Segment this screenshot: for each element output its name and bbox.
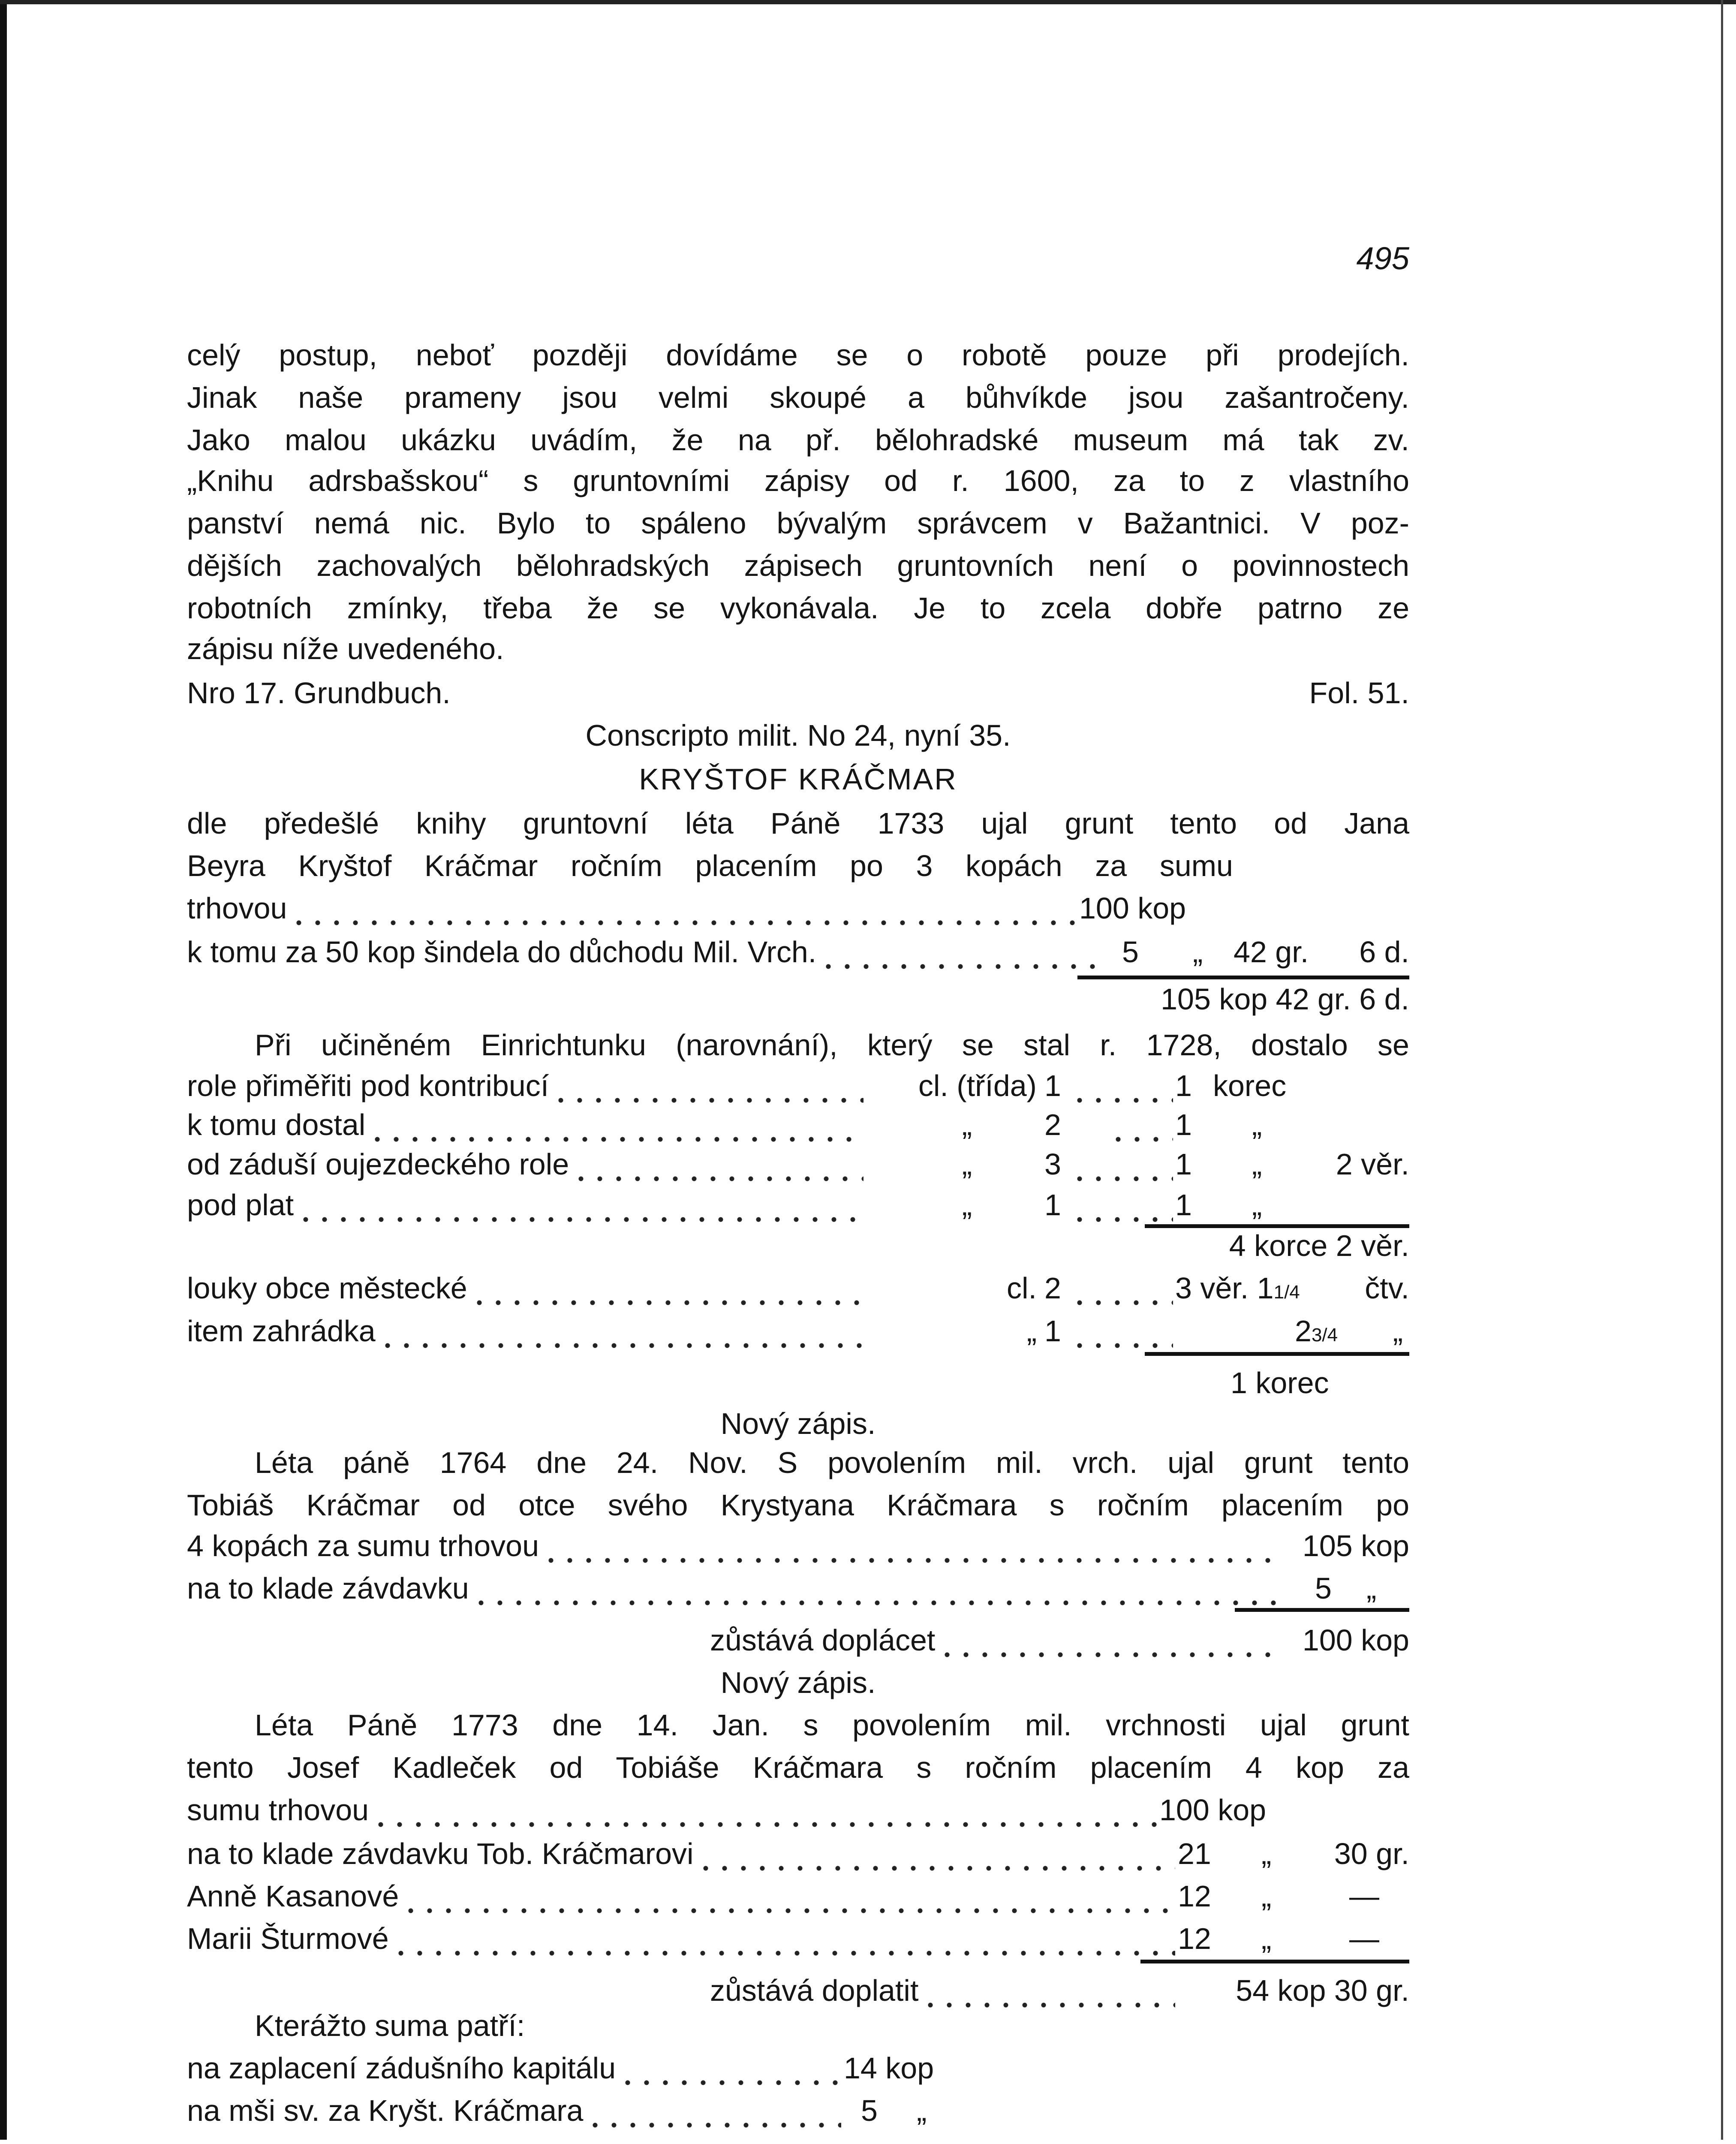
folio-number: Fol. 51. [1309, 676, 1409, 710]
class-label: cl. [1007, 1271, 1037, 1305]
class-number: 1 [1044, 1069, 1061, 1102]
row-values [866, 1183, 1409, 1226]
row-values [866, 1310, 1409, 1352]
class-number: 3 [1044, 1147, 1061, 1181]
row-label: na zaplacení zádušního kapitálu [187, 2051, 616, 2085]
dot-leader [1109, 1103, 1173, 1146]
row-values [844, 2047, 959, 2090]
ledger-row [187, 1832, 1409, 1875]
sum-total: 105 kop 42 gr. 6 d. [1161, 982, 1409, 1016]
paragraph-line: zápisu níže uvedeného. [187, 632, 504, 665]
sum-rule [1140, 1960, 1409, 1963]
ledger-row [187, 930, 1409, 973]
ledger-row [187, 887, 1409, 930]
ditto-mark: „ [962, 1108, 972, 1141]
ditto-mark: „ [1193, 935, 1203, 969]
paragraph-line: Jinak naše prameny jsou velmi skoupé a bůhvíkde jsou zašantročeny. [187, 381, 1409, 414]
total: 1 korec [1231, 1366, 1329, 1400]
owner-name-heading: KRYŠTOF KRÁČMAR [639, 762, 957, 796]
land-row [187, 1064, 1409, 1107]
row-values [1178, 1875, 1409, 1918]
amount: 100 kop [1159, 1793, 1267, 1827]
scan-border-right [1721, 0, 1723, 2140]
dot-leader [586, 2089, 841, 2132]
dot-leader [1070, 1310, 1173, 1352]
paragraph-line: celý postup, neboť později dovídáme se o robotě pouze při prodejích. [187, 338, 1409, 372]
dot-leader [572, 1143, 863, 1186]
section-heading: Nový zápis. [720, 1407, 876, 1440]
row-label: trhovou [187, 891, 287, 925]
amount: 14 kop [844, 2051, 934, 2085]
ditto-mark: „ [917, 2094, 927, 2127]
land-row [187, 1103, 1409, 1146]
row-label: na to klade závdavku [187, 1572, 469, 1605]
ditto-mark: „ [1261, 1837, 1272, 1870]
dash: — [1349, 1879, 1379, 1913]
ditto-mark: „ [1252, 1108, 1262, 1141]
row-label: zůstává doplácet [710, 1623, 936, 1657]
dot-leader [391, 1917, 1175, 1960]
quantity [1295, 1310, 1338, 1357]
extra-quantity: 2 věr. [1336, 1147, 1409, 1181]
amount-kop: 12 [1178, 1922, 1211, 1955]
ditto-mark: „ [1026, 1314, 1037, 1348]
row-label: sumu trhovou [187, 1793, 369, 1827]
row-values [1281, 1619, 1409, 1662]
ditto-mark: „ [1393, 1314, 1403, 1348]
entry-line: Při učiněném Einrichtunku (narovnání), který se stal r. 1728, dostalo se [255, 1028, 1409, 1062]
row-values [866, 1267, 1409, 1310]
row-label: 4 kopách za sumu trhovou [187, 1529, 539, 1563]
dot-leader [696, 1832, 1175, 1875]
row-label: na to klade závdavku Tob. Kráčmarovi [187, 1837, 694, 1870]
dot-leader [1070, 1064, 1173, 1107]
amount: 54 kop 30 gr. [1236, 1974, 1409, 2007]
dot-leader [1070, 1143, 1173, 1186]
dot-leader [1070, 1267, 1173, 1310]
record-header [187, 672, 1409, 714]
dot-leader [1070, 1183, 1173, 1226]
row-values [866, 1143, 1409, 1186]
ditto-mark: „ [962, 1147, 972, 1181]
entry-line: dle předešlé knihy gruntovní léta Páně 1733 ujal grunt tento od Jana [187, 807, 1409, 840]
row-values [866, 1064, 1409, 1107]
page-number: 495 [1356, 241, 1409, 276]
ledger-row [187, 1875, 1409, 1918]
ledger-row [187, 1567, 1409, 1610]
dot-leader [551, 1064, 863, 1107]
paragraph-line: „Knihu adrsbašskou“ s gruntovními zápisy od r. 1600, za to z vlastního [187, 464, 1409, 497]
entry-line: Beyra Kryštof Kráčmar ročním placením po 3 kopách za sumu [187, 849, 1233, 882]
dot-leader [289, 887, 1077, 930]
amount: 5 [1315, 1572, 1332, 1605]
ledger-row [187, 1789, 1409, 1831]
row-values [866, 1103, 1409, 1146]
quantity-fraction: 1/4 [1273, 1282, 1300, 1303]
amount-kop: 12 [1178, 1879, 1211, 1913]
class-number: 2 [1044, 1271, 1061, 1305]
unit: korec [1213, 1069, 1287, 1102]
ditto-mark: „ [1261, 1879, 1272, 1913]
dot-leader [296, 1183, 863, 1226]
row-label: item zahrádka [187, 1314, 376, 1348]
dot-leader [938, 1619, 1278, 1662]
class-number: 1 [1044, 1314, 1061, 1348]
paragraph-line: dějších zachovalých bělohradských zápisech gruntovních není o povinnostech [187, 549, 1409, 582]
amount: 100 kop [1302, 1623, 1409, 1657]
row-values [1101, 930, 1409, 973]
row-label: role přiměřiti pod kontribucí [187, 1069, 549, 1102]
dot-leader [378, 1310, 863, 1352]
row-values [1178, 1917, 1409, 1960]
ledger-row [187, 1524, 1409, 1567]
dot-leader [401, 1875, 1175, 1918]
ledger-row [710, 1619, 1409, 1662]
dot-leader [542, 1524, 1278, 1567]
ditto-mark: „ [1366, 1572, 1377, 1605]
quantity: 1 [1175, 1069, 1192, 1102]
unit: čtv. [1365, 1271, 1409, 1305]
dot-leader [371, 1789, 1157, 1831]
row-label: Anně Kasanové [187, 1879, 399, 1913]
amount-kop: 21 [1178, 1837, 1211, 1870]
row-label: na mši sv. za Kryšt. Kráčmara [187, 2094, 584, 2127]
amount: 105 kop [1302, 1529, 1409, 1563]
dot-leader [819, 930, 1098, 973]
land-row [187, 1310, 1409, 1352]
ledger-row [187, 2089, 959, 2132]
class-number: 2 [1044, 1108, 1061, 1141]
amount-d: 6 d. [1359, 935, 1409, 969]
entry-line: Léta Páně 1773 dne 14. Jan. s povolením mil. vrchnosti ujal grunt [255, 1708, 1409, 1742]
quantity: 1 [1175, 1188, 1192, 1222]
amount-gr: 30 gr. [1334, 1837, 1409, 1870]
ledger-row [187, 2047, 959, 2090]
entry-line: Kterážto suma patří: [255, 2009, 525, 2042]
ledger-row [187, 1917, 1409, 1960]
quantity: 1 [1175, 1108, 1192, 1141]
row-label: od záduší oujezdeckého role [187, 1147, 569, 1181]
row-label: Marii Šturmové [187, 1922, 389, 1955]
paragraph-line: panství nemá nic. Bylo to spáleno bývalým správcem v Bažantnici. V poz- [187, 506, 1409, 540]
row-label: zůstává doplatit [710, 1974, 919, 2007]
paragraph-line: Jako malou ukázku uvádím, že na př. bělohradské museum má tak zv. [187, 423, 1409, 457]
row-label: pod plat [187, 1188, 294, 1222]
entry-line: Tobiáš Kráčmar od otce svého Krystyana Kráčmara s ročním placením po [187, 1488, 1409, 1522]
row-values [1079, 887, 1409, 930]
entry-line: Léta páně 1764 dne 24. Nov. S povolením mil. vrch. ujal grunt tento [255, 1446, 1409, 1479]
row-values [1178, 1832, 1409, 1875]
scan-border-top [0, 0, 1736, 4]
row-values [1281, 1524, 1409, 1567]
quantity-whole: 2 [1295, 1314, 1312, 1348]
quantity-fraction: 3/4 [1311, 1325, 1338, 1346]
quantity-whole: 3 věr. 1 [1175, 1271, 1274, 1305]
ditto-mark: „ [1261, 1922, 1272, 1955]
section-heading: Nový zápis. [720, 1666, 876, 1699]
dot-leader [368, 1103, 863, 1146]
dot-leader [618, 2047, 841, 2090]
sum-rule [1145, 1352, 1409, 1356]
land-row [187, 1183, 1409, 1226]
row-label: louky obce městecké [187, 1271, 467, 1305]
class-label: cl. (třída) [918, 1069, 1037, 1102]
quantity: 1 [1175, 1147, 1192, 1181]
amount-kop: 5 [1122, 935, 1139, 969]
paragraph-line: robotních zmínky, třeba že se vykonávala. Je to zcela dobře patrno ze [187, 591, 1409, 625]
class-number: 1 [1044, 1188, 1061, 1222]
row-values [1159, 1789, 1409, 1831]
scan-border-left [0, 0, 7, 2140]
dot-leader [470, 1267, 863, 1310]
entry-line: tento Josef Kadleček od Tobiáše Kráčmara s ročním placením 4 kop za [187, 1751, 1409, 1784]
amount: 100 kop [1079, 891, 1186, 925]
land-row [187, 1267, 1409, 1310]
ditto-mark: „ [1252, 1188, 1262, 1222]
ditto-mark: „ [962, 1188, 972, 1222]
row-values [844, 2089, 959, 2132]
land-row [187, 1143, 1409, 1186]
dash: — [1349, 1922, 1379, 1955]
ditto-mark: „ [1252, 1147, 1262, 1181]
amount: 5 [861, 2094, 878, 2127]
dot-leader [472, 1567, 1278, 1610]
subtotal: 4 korce 2 věr. [1229, 1229, 1409, 1262]
conscription-number: Conscripto milit. No 24, nyní 35. [585, 719, 1011, 752]
quantity [1175, 1267, 1300, 1314]
row-label: k tomu dostal [187, 1108, 366, 1141]
row-label: k tomu za 50 kop šindela do důchodu Mil. Vrch. [187, 935, 817, 969]
amount-gr: 42 gr. [1234, 935, 1309, 969]
row-values [1281, 1567, 1409, 1610]
grundbuch-number: Nro 17. Grundbuch. [187, 676, 451, 710]
sum-rule [1235, 1608, 1409, 1612]
